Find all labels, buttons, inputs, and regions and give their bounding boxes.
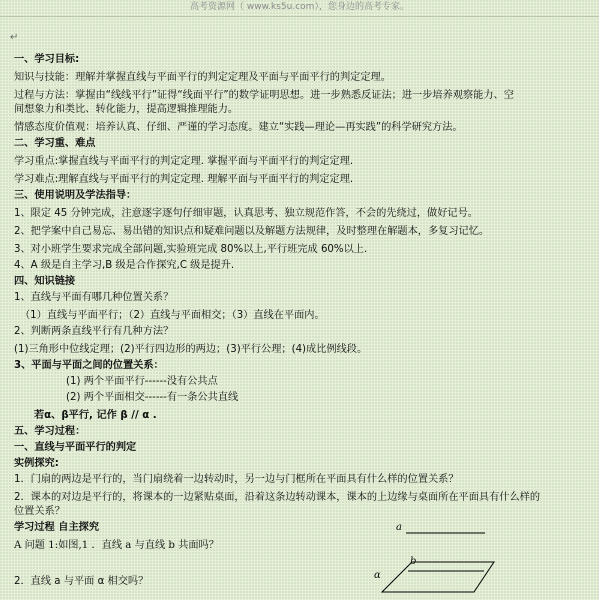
text-line: 学习重点:掌握直线与平面平行的判定定理. 掌握平面与平面平行的判定定理. [14,156,354,167]
text-line: 1、限定 45 分钟完成，注意逐字逐句仔细审题，认真思考、独立规范作答，不会的先绕过，做好记号。 [14,208,478,219]
text-line: 间想象力和类比、转化能力，提高逻辑推理能力。 [14,104,239,115]
section-heading: 3、平面与平面之间的位置关系： [14,360,164,371]
label-alpha: α [374,570,381,581]
text-line: 1、直线与平面有哪几种位置关系？ [14,292,174,303]
text-line: 1．门扇的两边是平行的，当门扇绕着一边转动时，另一边与门框所在平面具有什么样的位置关系？ [14,474,459,485]
label-a: a [396,522,402,533]
text-line: 知识与技能：理解并掌握直线与平面平行的判定定理及平面与平面平行的判定定理。 [14,72,391,83]
text-line: 学习难点:理解直线与平面平行的判定定理. 理解平面与平面平行的判定定理. [14,174,354,185]
paragraph-mark: ↵ [10,32,19,43]
text-line: 2、把学案中自己易忘、易出错的知识点和疑难问题以及解题方法规律，及时整理在解题本，多复习记忆。 [14,226,490,237]
text-line: (1) 两个平面平行------没有公共点 [66,376,218,387]
geometry-figure [372,520,497,595]
plane-alpha [382,562,494,592]
text-line: 3、对小班学生要求完成全部问题,实验班完成 80%以上,平行班完成 60%以上. [14,244,368,255]
section-heading: 一、学习目标: [14,54,80,65]
page-header: 高考资源网（ www.ks5u.com），您身边的高考专家。 [0,0,599,17]
text-line: 2、判断两条直线平行有几种方法？ [14,326,174,337]
text-line: 2．直线 a 与平面 α 相交吗？ [14,576,149,587]
section-heading: 实例探究: [14,458,59,469]
section-heading: 学习过程 自主探究 [14,522,100,533]
text-line: 位置关系？ [14,506,65,517]
text-line: 情感态度价值观：培养认真、仔细、严谨的学习态度。建立“实践—理论—再实践”的科学研究方法。 [14,122,463,133]
text-line: (1)三角形中位线定理；(2)平行四边形的两边；(3)平行公理；(4)成比例线段。 [14,344,368,355]
label-b: b [410,556,417,567]
text-line: (2) 两个平面相交------有一条公共直线 [66,392,239,403]
section-heading: 三、使用说明及学法指导： [14,190,137,201]
text-line: A 问题 1:如图,1 ．直线 a 与直线 b 共面吗？ [14,540,219,551]
section-heading: 二、学习重、难点 [14,138,96,149]
text-line: 4、A 级是自主学习,B 级是合作探究,C 级是提升. [14,260,235,271]
text-line: 过程与方法：掌握由“线线平行”证得“线面平行”的数学证明思想。进一步熟悉反证法；进一步培养观察能力、空 [14,90,514,101]
section-heading: 五、学习过程： [14,426,86,437]
text-line: （1）直线与平面平行；（2）直线与平面相交；（3）直线在平面内。 [20,310,325,321]
section-heading: 若α、β平行, 记作 β // α . [34,410,157,421]
text-line: 2．课本的对边是平行的，将课本的一边紧贴桌面，沿着这条边转动课本，课本的上边缘与桌面所在平面具有什么样的 [14,492,541,503]
section-heading: 四、知识链接 [14,276,76,287]
section-heading: 一、直线与平面平行的判定 [14,442,137,453]
